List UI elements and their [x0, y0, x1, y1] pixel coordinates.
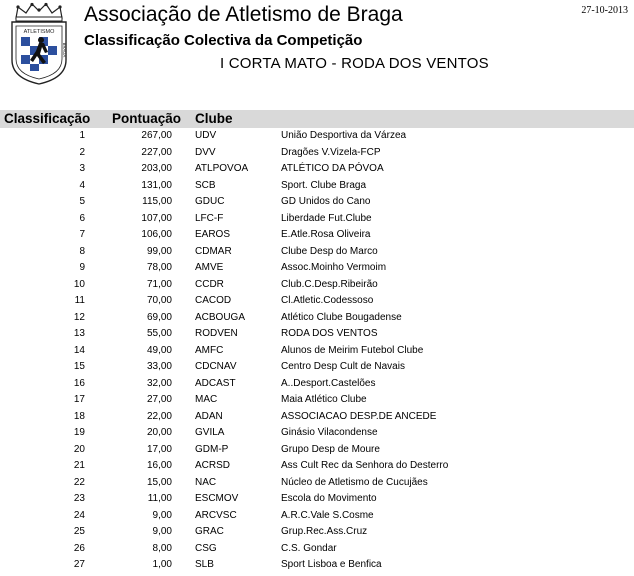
club-name-cell: A..Desport.Castelões: [281, 377, 376, 389]
points-cell: 17,00: [146, 443, 172, 455]
rank-cell: 14: [73, 344, 85, 356]
club-code-cell: SLB: [195, 559, 214, 570]
rank-cell: 26: [73, 542, 85, 554]
points-cell: 15,00: [146, 476, 172, 488]
points-cell: 9,00: [152, 526, 172, 537]
club-name-cell: Alunos de Meirim Futebol Clube: [281, 344, 424, 356]
points-cell: 1,00: [152, 559, 172, 570]
club-name-cell: União Desportiva da Várzea: [281, 130, 407, 141]
rank-cell: 19: [73, 427, 85, 438]
club-name-cell: GD Unidos do Cano: [281, 196, 371, 207]
table-row: [0, 524, 634, 541]
rank-cell: 8: [79, 245, 85, 257]
rank-cell: 21: [73, 460, 85, 471]
rank-cell: 16: [73, 377, 85, 389]
table-row: [0, 244, 634, 261]
rank-cell: 15: [73, 361, 85, 372]
rank-cell: 25: [73, 526, 85, 537]
club-name-cell: Dragões V.Vizela-FCP: [281, 146, 381, 158]
club-name-cell: Escola do Movimento: [281, 493, 377, 504]
club-name-cell: Grupo Desp de Moure: [281, 443, 380, 455]
table-row: [0, 145, 634, 162]
points-cell: 33,00: [146, 361, 172, 372]
points-cell: 8,00: [152, 542, 172, 554]
table-row: [0, 508, 634, 525]
club-code-cell: ACBOUGA: [195, 311, 246, 323]
association-crest-logo: [4, 2, 74, 86]
club-name-cell: Clube Desp do Marco: [281, 245, 378, 257]
club-name-cell: Liberdade Fut.Clube: [281, 212, 372, 224]
column-header-classificacao: Classificação: [4, 111, 91, 126]
club-code-cell: CDCNAV: [195, 361, 237, 372]
club-name-cell: Centro Desp Cult de Navais: [281, 361, 405, 372]
club-code-cell: ACRSD: [195, 460, 231, 471]
table-row: [0, 310, 634, 327]
club-code-cell: ADAN: [195, 410, 223, 422]
table-row: [0, 178, 634, 195]
points-cell: 115,00: [142, 196, 172, 207]
club-code-cell: GRAC: [195, 526, 224, 537]
club-name-cell: E.Atle.Rosa Oliveira: [281, 229, 371, 240]
club-name-cell: Club.C.Desp.Ribeirão: [281, 278, 378, 290]
club-name-cell: Grup.Rec.Ass.Cruz: [281, 526, 368, 537]
table-row: [0, 359, 634, 376]
svg-text:BRAGA: BRAGA: [62, 42, 67, 58]
report-date: 27-10-2013: [581, 5, 628, 16]
club-code-cell: SCB: [195, 179, 216, 191]
table-row: [0, 260, 634, 277]
rank-cell: 22: [73, 476, 85, 488]
table-row: [0, 392, 634, 409]
rank-cell: 10: [73, 278, 85, 290]
points-cell: 131,00: [141, 179, 172, 191]
table-row: [0, 277, 634, 294]
rank-cell: 6: [79, 212, 85, 224]
points-cell: 11,00: [147, 493, 172, 504]
club-code-cell: CSG: [195, 542, 217, 554]
club-name-cell: Sport. Clube Braga: [281, 179, 367, 191]
club-code-cell: CCDR: [195, 278, 224, 290]
club-code-cell: EAROS: [195, 229, 231, 240]
points-cell: 70,00: [146, 295, 172, 306]
rank-cell: 17: [73, 394, 85, 405]
club-code-cell: MAC: [195, 394, 218, 405]
rank-cell: 2: [79, 146, 85, 158]
points-cell: 20,00: [146, 427, 172, 438]
points-cell: 99,00: [146, 245, 172, 257]
rank-cell: 23: [73, 493, 85, 504]
club-name-cell: Ginásio Vilacondense: [281, 427, 378, 438]
table-row: [0, 557, 634, 574]
rank-cell: 3: [79, 163, 85, 174]
points-cell: 55,00: [146, 328, 172, 339]
table-row: [0, 409, 634, 426]
table-row: [0, 458, 634, 475]
club-name-cell: C.S. Gondar: [281, 542, 337, 554]
club-code-cell: UDV: [195, 130, 217, 141]
points-cell: 9,00: [152, 509, 172, 521]
points-cell: 32,00: [146, 377, 172, 389]
table-row: [0, 491, 634, 508]
crown-icon: [16, 3, 62, 21]
table-row: [0, 293, 634, 310]
report-subtitle: Classificação Colectiva da Competição: [84, 32, 363, 49]
club-name-cell: RODA DOS VENTOS: [281, 328, 378, 339]
club-name-cell: ASSOCIACAO DESP.DE ANCEDE: [281, 410, 437, 422]
points-cell: 49,00: [146, 344, 172, 356]
event-title: I CORTA MATO - RODA DOS VENTOS: [220, 55, 489, 72]
rank-cell: 12: [73, 311, 85, 323]
table-header: [0, 110, 634, 128]
club-code-cell: ESCMOV: [195, 493, 239, 504]
club-name-cell: A.R.C.Vale S.Cosme: [281, 509, 374, 521]
club-name-cell: Maia Atlético Clube: [281, 394, 367, 405]
rank-cell: 13: [73, 328, 85, 339]
points-cell: 107,00: [141, 212, 172, 224]
club-code-cell: RODVEN: [195, 328, 238, 339]
table-row: [0, 541, 634, 558]
club-code-cell: AMVE: [195, 262, 224, 273]
points-cell: 227,00: [141, 146, 172, 158]
results-table-body: [0, 128, 634, 574]
rank-cell: 1: [79, 130, 85, 141]
club-name-cell: Atlético Clube Bougadense: [281, 311, 402, 323]
club-code-cell: GDM-P: [195, 443, 229, 455]
club-name-cell: ATLÉTICO DA PÓVOA: [281, 163, 384, 174]
table-row: [0, 326, 634, 343]
table-row: [0, 128, 634, 145]
points-cell: 267,00: [141, 130, 172, 141]
table-row: [0, 376, 634, 393]
table-row: [0, 343, 634, 360]
club-code-cell: AMFC: [195, 344, 224, 356]
club-name-cell: Núcleo de Atletismo de Cucujães: [281, 476, 428, 488]
club-code-cell: NAC: [195, 476, 217, 488]
column-header-clube: Clube: [195, 111, 233, 126]
club-name-cell: Assoc.Moinho Vermoim: [281, 262, 387, 273]
table-row: [0, 194, 634, 211]
points-cell: 22,00: [146, 410, 172, 422]
column-header-pontuacao: Pontuação: [112, 111, 182, 126]
rank-cell: 9: [79, 262, 85, 273]
rank-cell: 18: [73, 410, 85, 422]
club-code-cell: CACOD: [195, 295, 232, 306]
rank-cell: 24: [73, 509, 85, 521]
club-code-cell: GDUC: [195, 196, 225, 207]
points-cell: 106,00: [141, 229, 172, 240]
club-name-cell: Sport Lisboa e Benfica: [281, 559, 382, 570]
table-row: [0, 475, 634, 492]
club-code-cell: CDMAR: [195, 245, 232, 257]
rank-cell: 7: [79, 229, 85, 240]
table-row: [0, 227, 634, 244]
club-code-cell: ADCAST: [195, 377, 236, 389]
club-name-cell: Ass Cult Rec da Senhora do Desterro: [281, 460, 449, 471]
table-row: [0, 442, 634, 459]
rank-cell: 11: [74, 295, 85, 306]
table-row: [0, 161, 634, 178]
club-code-cell: DVV: [195, 146, 216, 158]
organization-title: Associação de Atletismo de Braga: [84, 3, 403, 26]
club-code-cell: GVILA: [195, 427, 225, 438]
points-cell: 71,00: [146, 278, 172, 290]
rank-cell: 20: [73, 443, 85, 455]
rank-cell: 27: [73, 559, 85, 570]
club-name-cell: Cl.Atletic.Codessoso: [281, 295, 374, 306]
club-code-cell: ARCVSC: [195, 509, 237, 521]
points-cell: 16,00: [146, 460, 172, 471]
rank-cell: 5: [79, 196, 85, 207]
points-cell: 203,00: [141, 163, 172, 174]
svg-text:ATLETISMO: ATLETISMO: [23, 29, 55, 35]
points-cell: 78,00: [146, 262, 172, 273]
points-cell: 69,00: [146, 311, 172, 323]
points-cell: 27,00: [146, 394, 172, 405]
club-code-cell: ATLPOVOA: [195, 163, 249, 174]
club-code-cell: LFC-F: [195, 212, 224, 224]
rank-cell: 4: [79, 179, 85, 191]
table-row: [0, 211, 634, 228]
table-row: [0, 425, 634, 442]
